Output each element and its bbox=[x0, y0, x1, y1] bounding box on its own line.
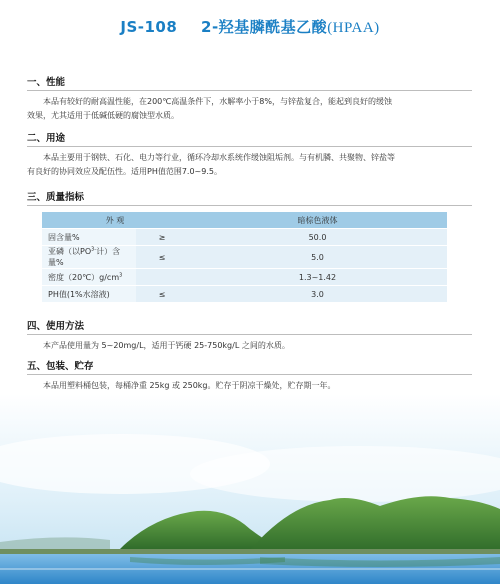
table-row bbox=[42, 286, 447, 303]
row-item-text: 亚磷（以PO bbox=[48, 247, 92, 256]
section-directions bbox=[27, 320, 477, 353]
section-divider bbox=[27, 146, 472, 147]
section-divider bbox=[27, 205, 472, 206]
row-item-text: 密度（20℃）g/cm bbox=[48, 272, 120, 282]
table-header-row bbox=[42, 212, 447, 229]
row-item bbox=[42, 246, 136, 269]
product-model: JS-108 bbox=[120, 18, 178, 36]
row-item-superscript: 3- bbox=[91, 246, 97, 253]
paragraph-line: 本品有较好的耐高温性能，在200℃高温条件下，水解率小于8%，与锌盐复合，能起到良好的缓蚀 bbox=[43, 97, 392, 106]
document-title bbox=[0, 16, 500, 37]
row-item: 固含量% bbox=[42, 229, 136, 246]
section-divider bbox=[27, 334, 472, 335]
row-item bbox=[42, 269, 136, 286]
product-abbreviation: (HPAA) bbox=[327, 20, 380, 36]
row-comparator: ≤ bbox=[136, 286, 188, 303]
table-header-value: 暗棕色液体 bbox=[188, 212, 447, 229]
row-item-text: 计）含量% bbox=[48, 247, 121, 267]
section-heading: 二、用途 bbox=[27, 133, 66, 144]
section-quality bbox=[27, 191, 477, 210]
row-value: 5.0 bbox=[188, 246, 447, 269]
paragraph-line: 本品主要用于钢铁、石化、电力等行业，循环冷却水系统作缓蚀阻垢剂。与有机膦、共聚物、锌盐等 bbox=[43, 153, 395, 162]
landscape-illustration bbox=[0, 394, 500, 584]
section-usage bbox=[27, 132, 477, 179]
section-heading: 四、使用方法 bbox=[27, 321, 85, 332]
section-performance bbox=[27, 76, 477, 123]
row-comparator: ≤ bbox=[136, 246, 188, 269]
row-value: 3.0 bbox=[188, 286, 447, 303]
product-name: 2-羟基膦酰基乙酸 bbox=[201, 18, 328, 36]
row-value: 50.0 bbox=[188, 229, 447, 246]
row-comparator bbox=[136, 269, 188, 286]
row-comparator: ≥ bbox=[136, 229, 188, 246]
paragraph-line: 本品用塑料桶包装，每桶净重 25kg 或 250kg。贮存于阴凉干燥处，贮存期一年。 bbox=[43, 381, 336, 390]
paragraph-line: 效果，尤其适用于低碱低硬的腐蚀型水质。 bbox=[27, 111, 179, 120]
quality-spec-table bbox=[42, 212, 447, 302]
paragraph-line: 本产品使用量为 5~20mg/L，适用于钙硬 25-750kg/L 之间的水质。 bbox=[43, 341, 290, 350]
table-row bbox=[42, 269, 447, 286]
section-divider bbox=[27, 374, 472, 375]
section-heading: 三、质量指标 bbox=[27, 192, 85, 203]
section-packaging bbox=[27, 360, 477, 393]
table-row bbox=[42, 229, 447, 246]
water-highlight bbox=[0, 568, 500, 570]
section-heading: 一、性能 bbox=[27, 77, 66, 88]
row-item-superscript: 3 bbox=[119, 271, 123, 278]
table-header-item: 外 观 bbox=[42, 212, 188, 229]
row-item: PH值(1%水溶液) bbox=[42, 286, 136, 303]
section-divider bbox=[27, 90, 472, 91]
table-row bbox=[42, 246, 447, 269]
row-value: 1.3~1.42 bbox=[188, 269, 447, 286]
paragraph-line: 有良好的协同效应及配伍性。适用PH值范围7.0~9.5。 bbox=[27, 167, 222, 176]
section-heading: 五、包装、贮存 bbox=[27, 361, 94, 372]
